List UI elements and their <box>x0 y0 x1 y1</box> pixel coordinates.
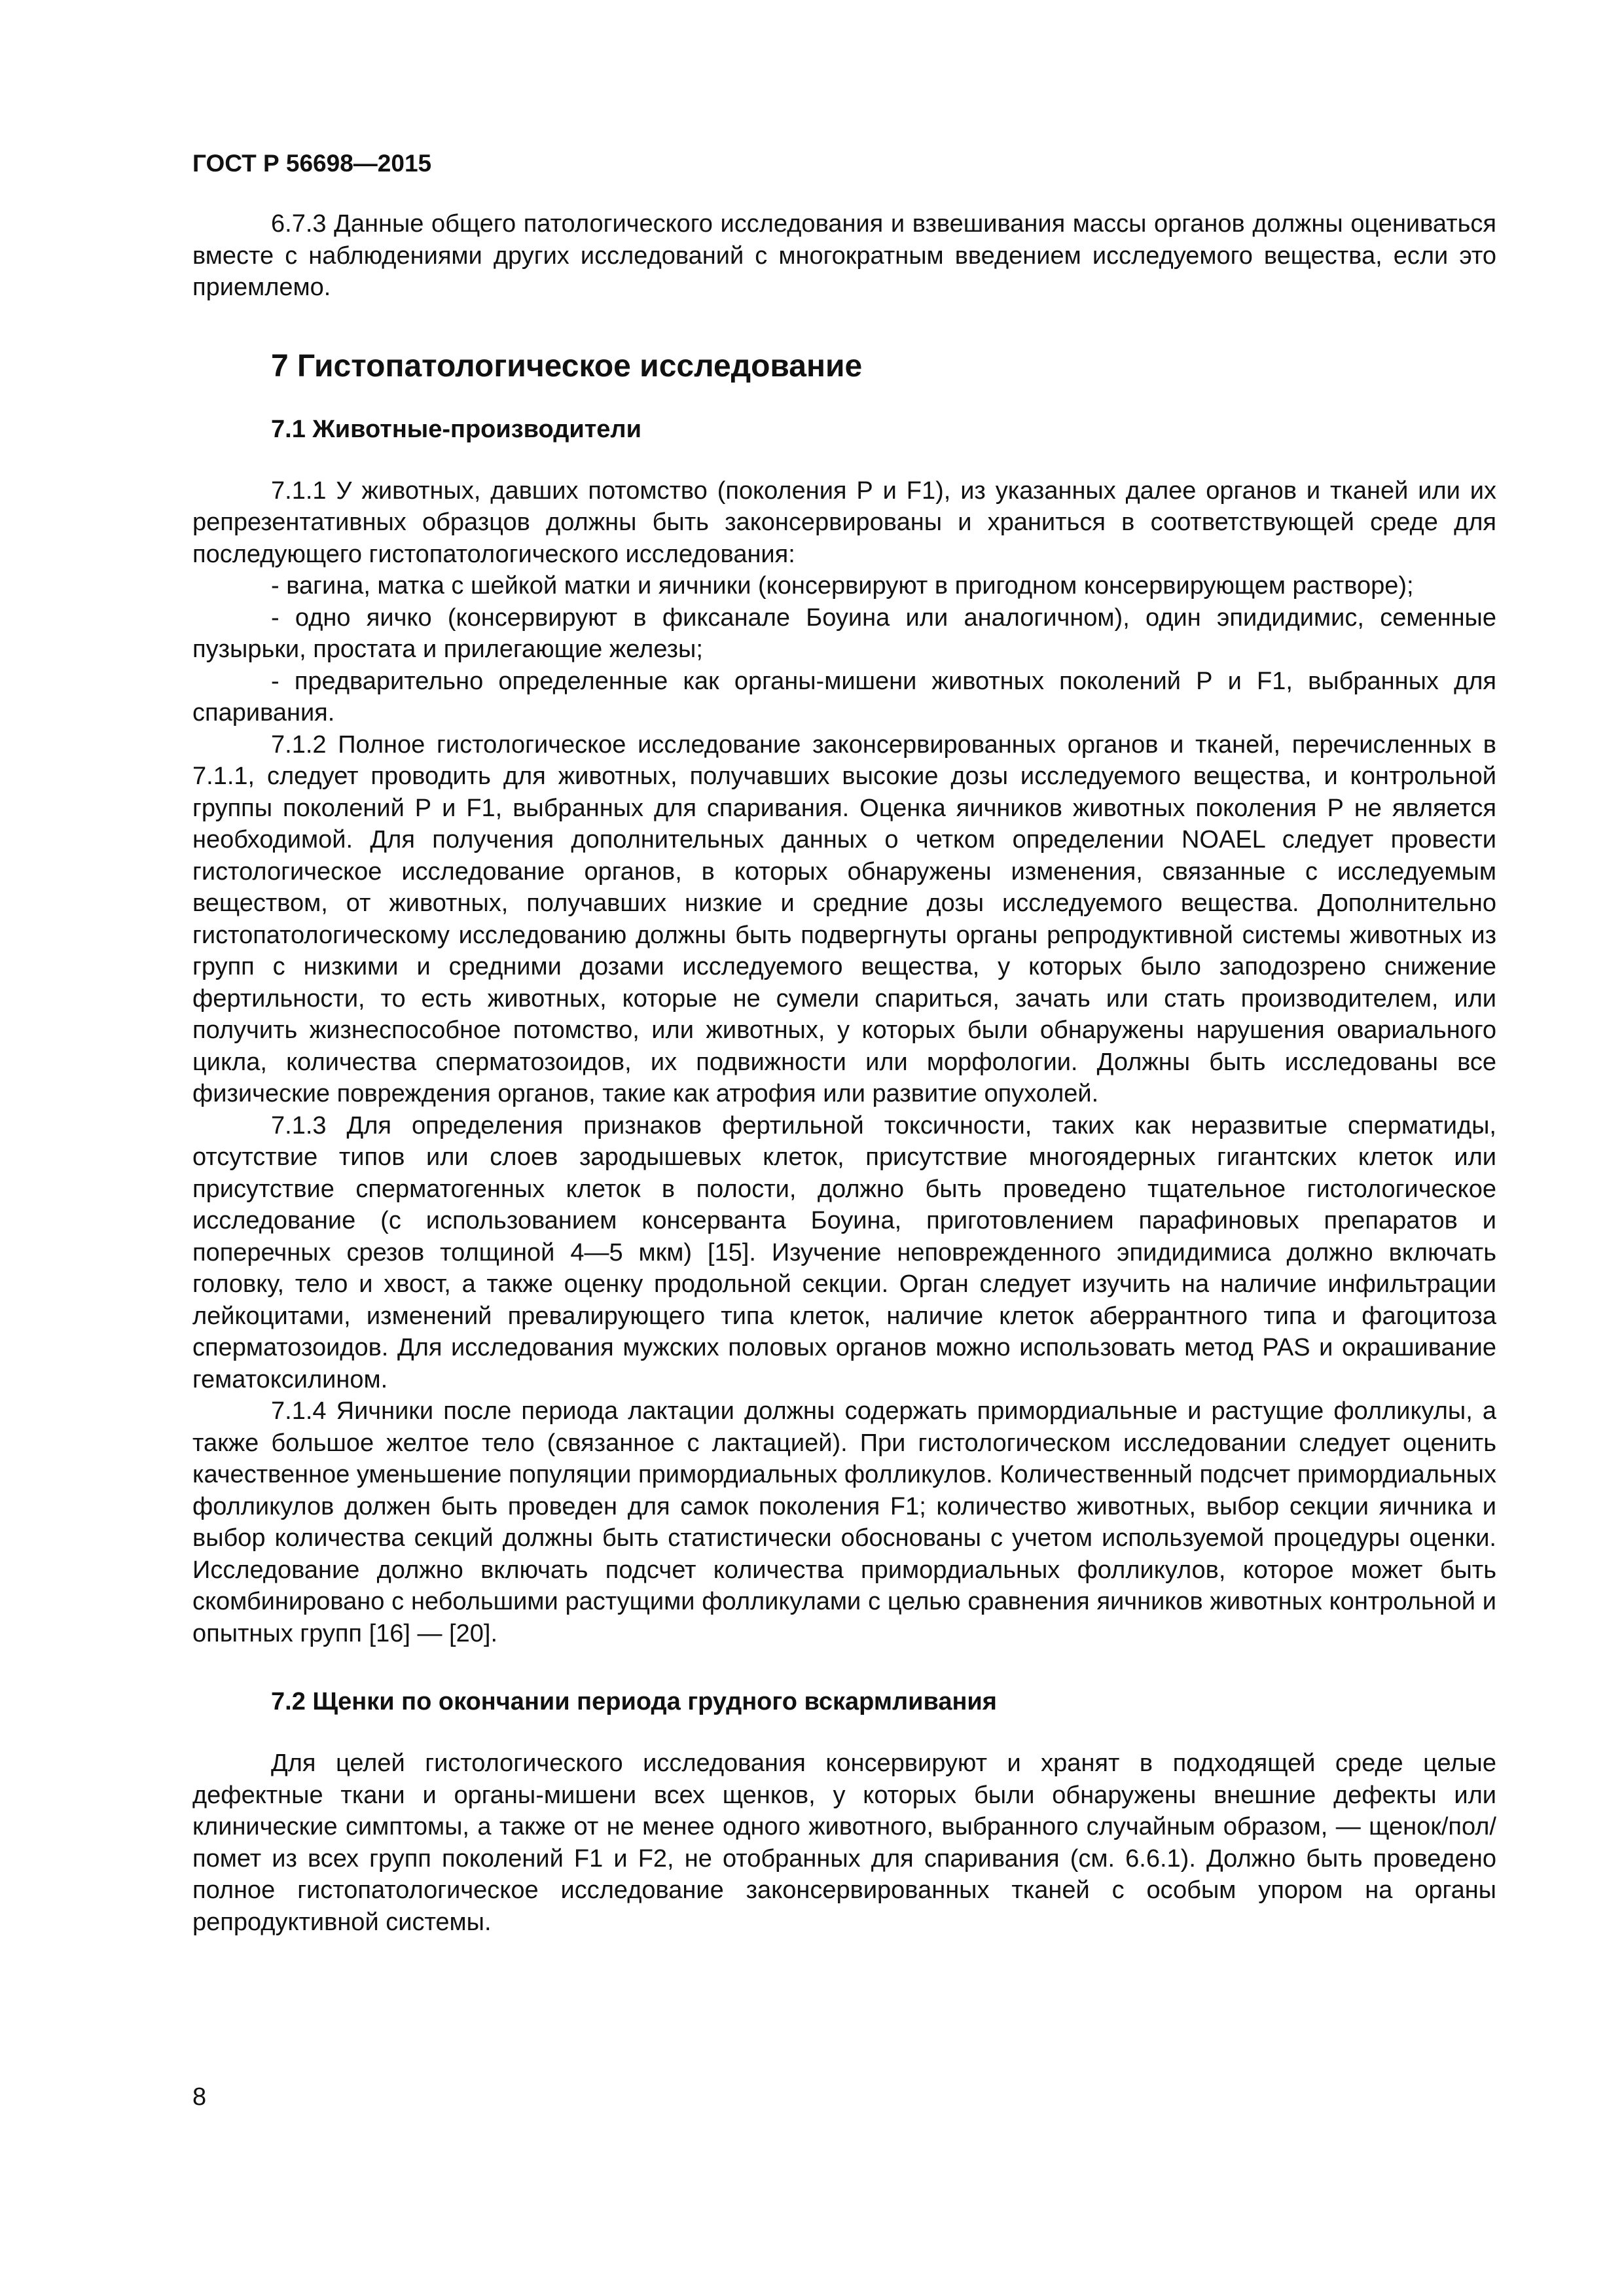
paragraph-6-7-3: 6.7.3 Данные общего патологического исследования и взвешивания массы органов должны оцениваться вместе с наблюдениями других исследований с многократным введением исследуемого вещества, если это приемлемо. <box>192 210 1496 302</box>
page-number: 8 <box>192 2083 207 2111</box>
paragraph-7-1-3: 7.1.3 Для определения признаков фертильной токсичности, таких как неразвитые сперматиды, отсутствие типов или слоев зародышевых клеток, присутствие многоядерных гигантских клеток или присутствие сперматогенных клеток в полости, должно быть проведено тщательное гистологическое исследование (с использованием консерванта Боуина, приготовлением парафиновых препаратов и поперечных срезов толщиной 4—5 мкм) [15]. Изучение неповрежденного эпидидимиса должно включать головку, тело и хвост, а также оценку продольной секции. Орган следует изучить на наличие инфильтрации лейкоцитами, изменений превалирующего типа клеток, наличие клеток аберрантного типа и фагоцитоза сперматозоидов. Для исследования мужских половых органов можно использовать метод PAS и окрашивание гематоксилином. <box>192 1111 1496 1393</box>
subsection-7-2-heading: 7.2 Щенки по окончании периода грудного вскармливания <box>271 1688 997 1716</box>
paragraph-7-1-1: 7.1.1 У животных, давших потомство (поколения Р и F1), из указанных далее органов и тканей или их репрезентативных образцов должны быть законсервированы и храниться в соответствующей среде для последующего гистопатологического исследования: <box>192 476 1496 568</box>
list-item-target-organs: - предварительно определенные как органы-мишени животных поколений Р и F1, выбранных для спаривания. <box>192 667 1496 727</box>
document-code-header: ГОСТ Р 56698—2015 <box>192 150 432 177</box>
subsection-7-1-heading: 7.1 Животные-производители <box>271 415 641 443</box>
list-item-testis: - одно яичко (консервируют в фиксанале Боуина или аналогичном), один эпидидимис, семенные пузырьки, простата и прилегающие железы; <box>192 603 1496 664</box>
section-7-heading: 7 Гистопатологическое исследование <box>271 348 863 384</box>
paragraph-7-2: Для целей гистологического исследования консервируют и хранят в подходящей среде целые дефектные ткани и органы-мишени всех щенков, у которых были обнаружены внешние дефекты или клинические симптомы, а также от не менее одного животного, выбранного случайным образом, — щенок/пол/помет из всех групп поколений F1 и F2, не отобранных для спаривания (см. 6.6.1). Должно быть проведено полное гистопатологическое исследование законсервированных тканей с особым упором на органы репродуктивной системы. <box>192 1749 1496 1936</box>
document-page <box>192 149 1496 1938</box>
paragraph-7-1-2: 7.1.2 Полное гистологическое исследование законсервированных органов и тканей, перечисленных в 7.1.1, следует проводить для животных, получавших высокие дозы исследуемого вещества, и контрольной группы поколений Р и F1, выбранных для спаривания. Оценка яичников животных поколения Р не является необходимой. Для получения дополнительных данных о четком определении NOAEL следует провести гистологическое исследование органов, в которых обнаружены изменения, связанные с исследуемым веществом, от животных, получавших низкие и средние дозы исследуемого вещества. Дополнительно гистопатологическому исследованию должны быть подвергнуты органы репродуктивной системы животных из групп с низкими и средними дозами исследуемого вещества, у которых было заподозрено снижение фертильности, то есть животных, которые не сумели спариться, зачать или стать производителем, или получить жизнеспособное потомство, или животных, у которых были обнаружены нарушения овариального цикла, количества сперматозоидов, их подвижности или морфологии. Должны быть исследованы все физические повреждения органов, такие как атрофия или развитие опухолей. <box>192 730 1496 1108</box>
paragraph-7-1-4: 7.1.4 Яичники после периода лактации должны содержать примордиальные и растущие фолликулы, а также большое желтое тело (связанное с лактацией). При гистологическом исследовании следует оценить качественное уменьшение популяции примордиальных фолликулов. Количественный подсчет примордиальных фолликулов должен быть проведен для самок поколения F1; количество животных, выбор секции яичника и выбор количества секций должны быть статистически обоснованы с учетом используемой процедуры оценки. Исследование должно включать подсчет количества примордиальных фолликулов, которое может быть скомбинировано с небольшими растущими фолликулами с целью сравнения яичников животных контрольной и опытных групп [16] — [20]. <box>192 1397 1496 1647</box>
list-item-vagina: - вагина, матка с шейкой матки и яичники (консервируют в пригодном консервирующем растворе); <box>271 572 1414 600</box>
